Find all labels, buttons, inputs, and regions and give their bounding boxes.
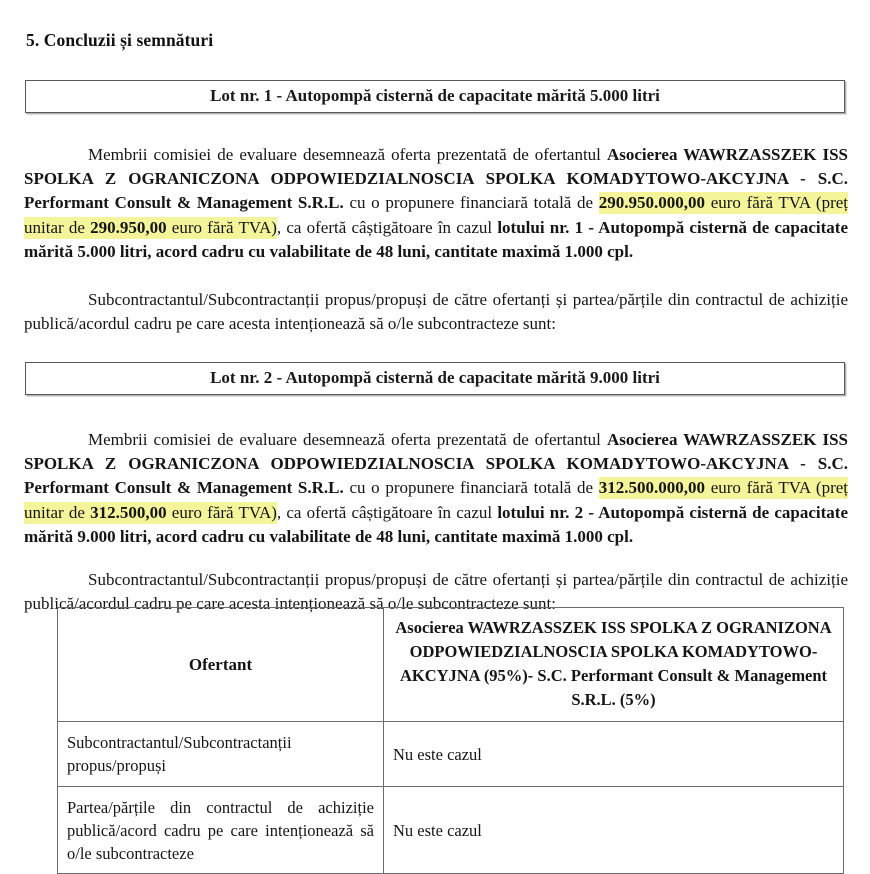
- row-label-subcontractors: Subcontractantul/Subcontractanții propus/propuși: [58, 722, 384, 787]
- lot2-unit-suffix: euro fără TVA): [166, 502, 277, 522]
- lot1-unit-price: 290.950,00: [90, 217, 167, 237]
- table-header-row: [58, 608, 844, 722]
- lot2-unit-price: 312.500,00: [90, 502, 167, 522]
- lot1-intro-text: Membrii comisiei de evaluare desemnează oferta prezentată de ofertantul: [88, 145, 607, 164]
- lot-1-banner: Lot nr. 1 - Autopompă cisternă de capacitate mărită 5.000 litri: [25, 80, 845, 113]
- row-value-subcontracted-parts: Nu este cazul: [384, 787, 844, 874]
- lot2-offeror-name: Asocierea WAWRZASSZEK ISS SPOLKA Z OGRANICZONA ODPOWIEDZIALNOSCIA SPOLKA KOMADYTOWO-AKCYJNA - S.C. Performant Consult & Management S.R.L.: [24, 430, 848, 498]
- lot1-amount-suffix: euro fără TVA (preț unitar de: [24, 193, 848, 237]
- lot1-offeror-name: Asocierea WAWRZASSZEK ISS SPOLKA Z OGRANICZONA ODPOWIEDZIALNOSCIA SPOLKA KOMADYTOWO-AKCYJNA - S.C. Performant Consult & Management S.R.L.: [24, 145, 848, 213]
- lot1-unit-suffix: euro fără TVA): [166, 217, 277, 237]
- lot2-intro-text: Membrii comisiei de evaluare desemnează oferta prezentată de ofertantul: [88, 430, 607, 449]
- lot2-total-amount: 312.500.000,00: [598, 478, 706, 498]
- row-value-subcontractors: Nu este cazul: [384, 722, 844, 787]
- lot1-subcontract-text: Subcontractantul/Subcontractanții propus/propuși de către ofertanți și partea/părțile din contractul de achiziție publică/acordul cadru pe care acesta intenționează să o/le subcontracteze sunt:: [24, 290, 848, 334]
- lot2-amount-suffix: euro fără TVA (preț unitar de: [24, 478, 848, 522]
- page-title: 5. Concluzii și semnături: [26, 30, 214, 50]
- row-label-subcontracted-parts: Partea/părțile din contractul de achiziție publică/acord cadru pe care intenționează să o/le subcontracteze: [58, 787, 384, 874]
- table-header-offeror: Ofertant: [58, 608, 384, 722]
- lot1-tail-text: , ca ofertă câștigătoare în cazul: [276, 217, 498, 237]
- lot1-lot-description: lotului nr. 1 - Autopompă cisternă de capacitate mărită 5.000 litri, acord cadru cu valabilitate de 48 luni, cantitate maximă 1.000 cpl.: [24, 217, 849, 261]
- lot-2-banner: Lot nr. 2 - Autopompă cisternă de capacitate mărită 9.000 litri: [25, 362, 845, 395]
- subcontractors-table: [57, 607, 844, 874]
- lot1-total-amount: 290.950.000,00: [598, 193, 706, 213]
- lot-2-award-paragraph: [24, 428, 848, 549]
- table-row: [58, 722, 844, 787]
- lot-1-award-paragraph: [24, 143, 848, 264]
- lot2-lot-description: lotului nr. 2 - Autopompă cisternă de capacitate mărită 9.000 litri, acord cadru cu valabilitate de 48 luni, cantitate maximă 1.000 cpl.: [24, 502, 849, 546]
- table-row: [58, 787, 844, 874]
- lot2-mid-text: cu o propunere financiară totală de: [343, 478, 599, 498]
- lot2-tail-text: , ca ofertă câștigătoare în cazul: [276, 502, 498, 522]
- lot1-mid-text: cu o propunere financiară totală de: [343, 193, 599, 213]
- table-header-association: Asocierea WAWRZASSZEK ISS SPOLKA Z OGRANIZONA ODPOWIEDZIALNOSCIA SPOLKA KOMADYTOWO-AKCYJNA (95%)- S.C. Performant Consult & Management S.R.L. (5%): [384, 608, 844, 722]
- lot2-subcontract-text: Subcontractantul/Subcontractanții propus/propuși de către ofertanți și partea/părțile din contractul de achiziție publică/acordul cadru pe care acesta intenționează să o/le subcontracteze sunt:: [24, 570, 848, 614]
- lot-1-subcontract-paragraph: [24, 288, 848, 336]
